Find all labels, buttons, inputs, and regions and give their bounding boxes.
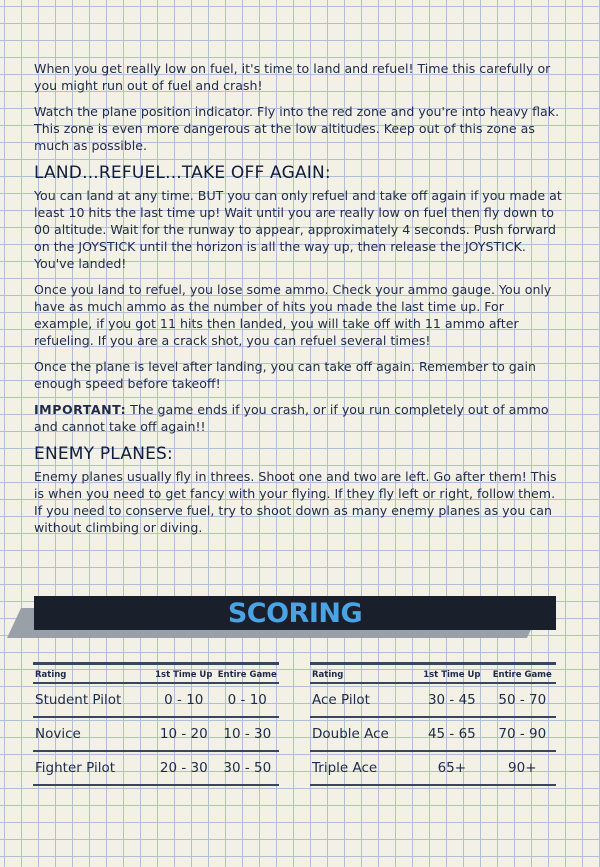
scoring-banner [0,592,600,652]
first-time-up-cell: 10 - 20 [159,726,208,742]
header-rating: Rating [312,670,344,680]
paragraph-important [34,401,562,435]
entire-game-cell: 90+ [508,760,537,776]
table-row [33,684,279,718]
entire-game-cell: 50 - 70 [498,692,547,708]
table-rule [33,662,279,665]
header-entire-game: Entire Game [492,670,552,680]
important-label: IMPORTANT: [34,402,127,417]
first-time-up-cell: 45 - 65 [427,726,476,742]
table-header [310,668,556,684]
table-row [33,718,279,752]
heading-land-refuel: LAND...REFUEL...TAKE OFF AGAIN: [34,163,331,183]
entire-game-cell: 10 - 30 [223,726,272,742]
header-first-time-up: 1st Time Up [155,670,213,680]
entire-game-cell: 70 - 90 [498,726,547,742]
scoring-title: SCORING [227,597,363,629]
paragraph-enemy-planes: Enemy planes usually fly in threes. Shoot one and two are left. Go after them! This is when you need to get fancy with your flying. If they fly left or right, follow them. If you need to conserve fuel, try to shoot down as many enemy planes as you can without climbing or diving. [34,469,557,535]
rating-cell: Student Pilot [35,692,122,708]
header-rating: Rating [35,670,67,680]
table-row [33,752,279,786]
rating-cell: Double Ace [312,726,389,742]
entire-game-cell: 30 - 50 [223,760,272,776]
first-time-up-cell: 0 - 10 [164,692,204,708]
rating-cell: Fighter Pilot [35,760,115,776]
rating-cell: Novice [35,726,81,742]
table-row [310,718,556,752]
table-row [310,684,556,718]
header-entire-game: Entire Game [217,670,277,680]
scoring-table-left [33,662,279,786]
manual-text [34,60,562,545]
rating-cell: Ace Pilot [312,692,370,708]
table-row [310,752,556,786]
first-time-up-cell: 65+ [437,760,467,776]
paragraph-takeoff: Once the plane is level after landing, you can take off again. Remember to gain enough speed before takeoff! [34,359,536,391]
first-time-up-cell: 30 - 45 [427,692,476,708]
scoring-table-right [310,662,556,786]
rating-cell: Triple Ace [312,760,378,776]
banner-bar [34,596,556,630]
entire-game-cell: 0 - 10 [227,692,267,708]
first-time-up-cell: 20 - 30 [159,760,208,776]
important-text: The game ends if you crash, or if you run completely out of ammo and cannot take off again!! [34,402,549,434]
paragraph-fuel: When you get really low on fuel, it's time to land and refuel! Time this carefully or you might run out of fuel and crash! [34,61,551,93]
header-first-time-up: 1st Time Up [423,670,481,680]
heading-enemy-planes: ENEMY PLANES: [34,444,173,464]
paragraph-position-indicator: Watch the plane position indicator. Fly into the red zone and you're into heavy flak. This zone is even more dangerous at the low altitudes. Keep out of this zone as much as possible. [34,104,560,153]
table-header [33,668,279,684]
table-rule [310,662,556,665]
paragraph-landing: You can land at any time. BUT you can only refuel and take off again if you made at least 10 hits the last time up! Wait until you are really low on fuel then fly down to 00 altitude. Wait for the runway to appear, approximately 4 seconds. Push forward on the JOYSTICK until the horizon is all the way up, then release the JOYSTICK. You've landed! [34,188,562,271]
paragraph-ammo: Once you land to refuel, you lose some ammo. Check your ammo gauge. You only have as much ammo as the number of hits you made the last time up. For example, if you got 11 hits then landed, you will take off with 11 ammo after refueling. If you are a crack shot, you can refuel several times! [34,282,552,348]
